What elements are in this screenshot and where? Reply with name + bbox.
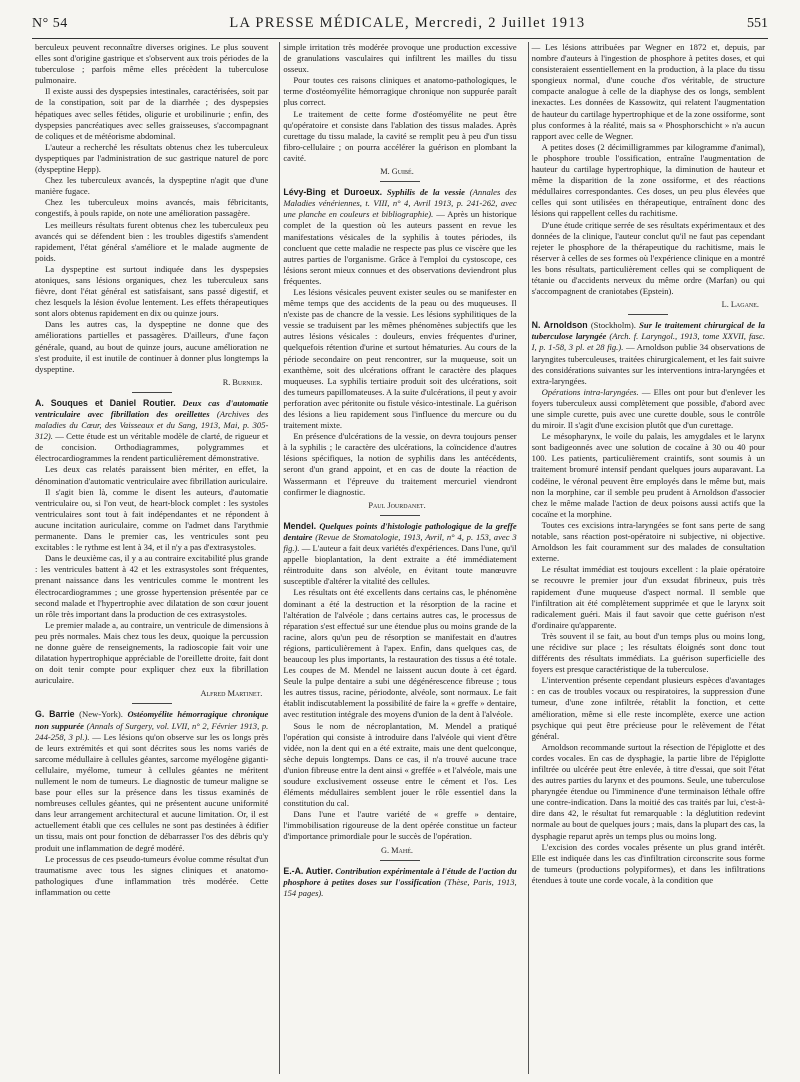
review-title: Quelques points d'histologie pathologique de la greffe dentaire	[283, 520, 517, 542]
paragraph	[532, 387, 765, 431]
review-separator	[628, 314, 668, 315]
review-authors: A. Souques et Daniel Routier.	[35, 397, 176, 408]
review-text: — Après un historique complet de la question où les auteurs passent en revue les manifestations vésicales de la syphilis à toutes périodes, ils concluent que cette maladie ne respecte pas plus ce viscère que les autres parties de l'organisme. Grâce à l'emploi du cystoscope, ces lésions seront mieux connues et des observations deviendront plus fréquentes.	[283, 209, 517, 286]
author-signature: M. Guibé.	[380, 167, 414, 177]
review-title: Contribution expérimentale à l'étude de l'action du phosphore à petites doses sur l'ossification	[283, 865, 517, 887]
review-separator	[132, 703, 172, 704]
paragraph: En présence d'ulcérations de la vessie, on devra toujours penser à la syphilis ; le caractère des ulcérations, la coïncidence d'autres lésions spécifiques, la notion de syphilis dans les antécédents, seront d'un grand appoint, et en cas de doute la réaction de Wassermann et l'épreuve du traitement mercuriel viendront confirmer le diagnostic.	[283, 431, 517, 497]
paragraph: Le résultat immédiat est toujours excellent : la plaie opératoire se recouvre le premier jour d'un exsudat fibrineux, puis très rapidement d'une muqueuse d'aspect normal. Il semble que l'infiltration ait été complètement supprimée et que le larynx soit radicalement guéri. Mais il faut savoir que cette guérison n'est d'ordinaire qu'apparente.	[531, 564, 765, 630]
review-citation: (Annals of Surgery, vol. LVII, n° 2, Février 1913, p. 244-258, 3 pl.).	[35, 720, 269, 742]
author-signature: G. Mahé.	[381, 845, 413, 855]
paragraph: La dyspeptine est surtout indiquée dans les dyspepsies atoniques, sans lésions organiques, chez les tuberculeux sans fièvre, dont l'état général est satisfaisant, sans passé digestif, et chez lesquels la lésion évolue lentement. Les effets thérapeutiques sont alors obtenus rapidement en dix ou quinze jours.	[35, 263, 269, 319]
paragraph: Sous le nom de nécroplantation, M. Mendel a pratiqué l'opération qui consiste à introduire dans l'alvéole qui vient d'être vidée, non la dent qui en a été extraite, mais une dent quelconque, sèche depuis longtemps. Dans ce cas, il n'a trouvé aucune trace d'union fibreuse entre la dent ainsi « greffée » et l'alvéole, mais une soudure exclusivement osseuse entre le cément et l'os. Les éléments médullaires semblent jouer le rôle essentiel dans la constitution du cal.	[283, 720, 517, 809]
paragraph: simple irritation très modérée provoque une production excessive de granulations vasculaires qui infiltrent les mailles du tissu osseux.	[283, 42, 517, 75]
paragraph: L'excision des cordes vocales présente un plus grand intérêt. Elle est indiquée dans les cas d'infiltration circonscrite sous forme de tumeurs (productions polypiformes), et dans les infiltrations étendues à toute une corde vocale, à la condition que	[531, 841, 765, 885]
paragraph: Dans le deuxième cas, il y a au contraire excitabilité plus grande : les ventricules battent à 42 et les extrasystoles sont fréquentes, prenant naissance dans les ventricules comme le montrent les électrocardiogrammes ; une grosse hypertension présentée par ce second malade et l'hypertrophie avec dilatation de son cœur jouent un rôle très important dans la production de ces extrasystoles.	[35, 553, 269, 619]
paragraph: Le mésopharynx, le voile du palais, les amygdales et le larynx sont badigeonnés avec une solution de cocaïne à 30 ou 40 pour 100. Les patients, particulièrement craintifs, sont soumis à un traitement bromuré intensif pendant quelques jours auparavant. La codéine, le véronal peuvent être employés dans le même but, mais non la morphine, car il semble peu prudent à Arnoldson d'associer chez le même malade l'action de deux poisons aussi actifs que la cocaïne et la morphine.	[531, 431, 765, 519]
header-rule	[32, 38, 768, 39]
paragraph: Les meilleurs résultats furent obtenus chez les tuberculeux peu avancés qui se défendent bien : les troubles digestifs s'amendent rapidement, l'état général s'améliore et le malade augmente de poids.	[35, 219, 269, 263]
review-title: Ostéomyélite hémorragique chronique non suppurée	[35, 709, 269, 731]
paragraph: L'auteur a recherché les résultats obtenus chez les tuberculeux dyspeptiques par l'administration de suc gastrique naturel de porc (dyspeptine Hepp).	[35, 141, 269, 175]
paragraph: berculeux peuvent reconnaître diverses origines. Le plus souvent elles sont d'origine gastrique et s'observent aux trois périodes de la tuberculose ; parfois même elles précèdent la tuberculose pulmonaire.	[35, 42, 269, 86]
column-3	[528, 42, 768, 1074]
review-entry	[283, 187, 516, 287]
review-separator	[132, 392, 172, 393]
journal-title: LA PRESSE MÉDICALE, Mercredi, 2 Juillet 1913	[229, 15, 586, 31]
page-number: 551	[746, 16, 768, 31]
paragraph: Arnoldson recommande surtout la résection de l'épiglotte et des cordes vocales. En cas de dysphagie, la partie libre de l'épiglotte infiltrée ou ulcérée peut être enlevée, à titre d'essai, que soit l'état des autres parties du larynx et des poumons. Seule, une tuberculose pharyngée étendue ou l'imminence d'une terminaison léthale offre une contre-indication. Dans la moitié des cas traités par lui, c'est-à-dire dans 42, le résultat fut remarquable : la déglutition redevint normale au bout de quelques jours ; mais, dans la plupart des cas, la dysphagie reparut après un temps plus ou moins long.	[531, 741, 765, 841]
issue-number: N° 54	[32, 16, 68, 31]
review-separator	[380, 860, 420, 861]
review-authors: E.-A. Autier.	[283, 865, 333, 876]
text-columns	[32, 42, 768, 1074]
paragraph: Le traitement de cette forme d'ostéomyélite ne peut être qu'opératoire et consiste dans l'ablation des tissus malades. Après curettage du tissu malade, la cavité se remplit peu à peu d'un tissu fibro-cellulaire ; on pourra accélérer la guérison en plombant la cavité.	[283, 108, 517, 163]
review-entry	[35, 709, 268, 853]
review-citation: (Archives des maladies du Cœur, des Vaisseaux et du Sang, 1913, Mai, p. 305-312).	[35, 409, 269, 442]
review-title: Sur le traitement chirurgical de la tuberculose laryngée	[531, 320, 765, 342]
author-signature: Alfred Martinet.	[200, 689, 263, 699]
review-entry	[532, 320, 765, 387]
review-authors: N. Arnoldson	[531, 320, 588, 331]
paragraph: — Les lésions attribuées par Wegner en 1872 et, depuis, par nombre d'auteurs à l'ingestion de phosphore à petites doses, et qui consisteraient essentiellement en la production, à la place du tissu spongieux normal, d'une couche d'os véritable, de structure compacte analogue à celle de la diaphyse des os longs, semblent inexactes. Les données de Kassowitz, qui relatent l'augmentation de hauteur du cartilage hypertrophique et de la zone ossiforme, sont plus conformes à la réalité, mais sa « Phosphorschicht » n'a aucun rapport avec celle de Wegner.	[531, 42, 765, 141]
review-place: (Stockholm).	[590, 320, 636, 331]
paragraph: Pour toutes ces raisons cliniques et anatomo-pathologiques, le terme d'ostéomyélite hémorragique chronique non suppurée paraît plus correct.	[283, 75, 517, 108]
paragraph: Les lésions vésicales peuvent exister seules ou se manifester en même temps que des accidents de la peau ou des muqueuses. Il n'existe pas de chancre de la vessie. Les lésions syphilitiques de la vessie se traduisent par les mêmes phénomènes subjectifs que les autres lésions vésicales : douleurs, envies fréquentes d'uriner, quelquefois rétention d'urine et surtout hématuries. Au cours de la période secondaire on peut rencontrer, sur la muqueuse, soit un exanthème, soit des ulcérations offrant le caractère des plaques muqueuses. La syphilis tertiaire produit soit des ulcérations, soit des tumeurs papillomateuses. A la suite d'ulcérations, il peut y avoir perforation avec péritonite ou fistule vésico-intestinale. La guérison des lésions a lieu rapidement sous l'influence du mercure ou du traitement mixte.	[283, 286, 517, 431]
author-signature: Paul Jourdanet.	[368, 500, 426, 510]
review-separator	[380, 181, 420, 182]
paragraph: Le processus de ces pseudo-tumeurs évolue comme résultat d'un traumatisme avec tous les signes cliniques et anatomo-pathologiques d'une inflammation très modérée. Cette inflammation ou cette	[35, 853, 269, 897]
review-title: Syphilis de la vessie	[386, 187, 465, 198]
review-text: — Les lésions qu'on observe sur les os longs près de leurs extrémités et qui sont décrites sous les noms variés de sarcome médullaire à cellules géantes, sarcome myélogène giganti-cellulaire, myélome, tumeur à cellules géantes ne méritent nullement le nom de tumeurs. Le diagnostic de tumeur maligne se base pour elles sur la présence dans les tissus examinés de nombreuses cellules géantes, qui ne présentent aucune uniformité dans leur arrangement architectural et aucune limitation. Or, il est actuellement établi que ces cellules ne sont pas destinées à édifier un tissu, mais ont pour fonction de débarrasser l'os des débris qu'y produit une inflammation de degré modéré.	[35, 731, 269, 853]
paragraph: Chez les tuberculeux avancés, la dyspeptine n'agit que d'une manière fugace.	[35, 175, 269, 197]
review-citation: (Revue de Stomatologie, 1913, Avril, n° 4, p. 153, avec 3 fig.).	[283, 531, 517, 554]
review-separator	[380, 515, 420, 516]
review-citation: (Thèse, Paris, 1913, 154 pages).	[283, 876, 517, 898]
paragraph: D'une étude critique serrée de ses résultats expérimentaux et des données de la clinique, l'auteur conclut qu'il ne faut pas cependant rejeter le phosphore de la thérapeutique du rachitisme, mais le réserver à celles de ses formes où l'expérience clinique en a montré les bons résultats, particulièrement celles qui se compliquent de tétanie ou d'accidents nerveux du même ordre (Marfan) ou qui s'accompagnent de craniotabes (Epstein).	[531, 219, 765, 297]
paragraph: Le premier malade a, au contraire, un ventricule de dimensions à peu près normales. Mais chez tous les deux, quoique la percussion ne donne guère de renseignements, la radioscopie fait voir une dilatation hypertrophique appréciable de l'oreillette droite, fait dont on doit tenir compte pour expliquer chez eux la fibrillation auriculaire.	[35, 619, 269, 686]
review-entry	[35, 398, 268, 465]
paragraph: Il existe aussi des dyspepsies intestinales, caractérisées, soit par de la constipation, soit par de la diarrhée ; des dyspepsies hépatiques avec selles fétides, oligurie et urobilinurie ; enfin, des dyspepsies pancréatiques avec selles graisseuses, s'accompagnant de coliques et de météorisme abdominal.	[35, 86, 269, 141]
paragraph: Dans l'une et l'autre variété de « greffe » dentaire, l'immobilisation rigoureuse de la dent opérée constitue un facteur d'importance primordiale pour le succès de l'opération.	[283, 809, 517, 842]
review-authors: Mendel.	[283, 520, 317, 531]
review-text: — Cette étude est un véritable modèle de clarté, de rigueur et de concision. Orthodiagrammes, polygrammes et électrocardiogrammes la rendent particulièrement démonstrative.	[35, 431, 269, 464]
review-citation: (Arch. f. Laryngol., 1913, tome XXVII, fasc. I, p. 1-58, 3 pl. et 28 fig.).	[531, 331, 765, 353]
review-citation: (Annales des Maladies vénériennes, t. VIII, n° 4, Avril 1913, p. 241-262, avec une planche en couleurs et bibliographie).	[283, 187, 517, 220]
review-text: — Elles ont pour but d'enlever les foyers tuberculeux aussi complètement que possible, d'abord avec une simple curette, puis avec une curette double, sous le contrôle du miroir. Il s'agit d'une excision plutôt que d'un curettage.	[531, 386, 765, 431]
paragraph: Dans les autres cas, la dyspeptine ne donne que des améliorations partielles et passagères. D'ailleurs, d'une façon générale, quand, au bout de quinze jours, aucune amélioration ne s'est produite, il est inutile de continuer à donner plus longtemps la dyspeptine.	[35, 319, 269, 374]
review-place: (New-York).	[79, 709, 123, 720]
section-subheading: Opérations intra-laryngées.	[541, 386, 639, 397]
author-signature: R. Burnier.	[222, 377, 263, 387]
paragraph: Les résultats ont été excellents dans certains cas, le phénomène dominant a été la destruction et la résorption de la racine et l'altération de l'alvéole ; dans certains autres cas, le processus de réparation s'est effectué sur une étendue plus ou moins grande de la racine, alors qu'un peu de résorption se manifestait en d'autres régions, particulièrement à l'apex. Enfin, dans quelques cas, de beaucoup les plus importants, la restauration des tissus a été totale. Les coupes de M. Mendel ne laissent aucun doute à cet égard. Seule la pulpe dentaire a subi une dégénérescence fibreuse ; tous les autres tissus, racine, périodonte, alvéole, sont normaux. Le fait établit indiscutablement la possibilité de faire la « greffe » dentaire, avec restitution intégrale des moyens d'union de la dent à l'alvéole.	[283, 587, 517, 720]
paragraph: Toutes ces excisions intra-laryngées se font sans perte de sang notable, sans réaction post-opératoire ni subjective, ni objective. Arnoldson les fait couramment sur des malades de consultation externe.	[531, 519, 765, 564]
review-authors: G. Barrie	[35, 709, 75, 720]
paragraph: Très souvent il se fait, au bout d'un temps plus ou moins long, une récidive sur place ; les résultats éloignés sont donc tout différents des résultats immédiats. La guérison superficielle des foyers est presque caractéristique de la tuberculose.	[531, 630, 765, 675]
paragraph: Il s'agit bien là, comme le disent les auteurs, d'automatie ventriculaire ou, si l'on veut, de heart-block complet : les systoles ventriculaires sont tout à fait indépendantes et ne répondent à aucune incitation auriculaire, comme on l'admet dans l'arythmie permanente. Dans le premier cas, les ventricules sont peu excitables : le rythme est lent à 34, et il n'y a pas d'extrasystoles.	[35, 486, 269, 553]
paragraph: Les deux cas relatés paraissent bien mériter, en effet, la dénomination d'automatic ventriculaire avec fibrillation auriculaire.	[35, 464, 269, 486]
author-signature: L. Lagane.	[721, 300, 759, 310]
review-authors: Lévy-Bing et Duroeux.	[283, 187, 383, 198]
paragraph: L'intervention présente cependant plusieurs espèces d'avantages : en cas de troubles vocaux ou respiratoires, la suppression d'une tumeur, d'une zone infiltrée, rétablit la fonction, et cette amélioration, même si elle reste incomplète, exerce une action psychique qui peut être précieuse pour le relèvement de l'état général.	[531, 675, 765, 741]
column-1	[32, 42, 271, 1074]
paragraph: A petites doses (2 décimilligrammes par kilogramme d'animal), le phosphore trouble l'ossification, entraîne l'augmentation de hauteur du cartilage hypertrophique, la diminution de hauteur et même la disparition de la zone ossiforme, et des réactions médullaires correspondantes. Ces doses, un peu plus élevées que celles qui sont utilisées en thérapeutique, entraînent donc des lésions qui rappellent celles du rachitisme.	[531, 141, 765, 219]
review-text: — L'auteur a fait deux variétés d'expériences. Dans l'une, qu'il appelle bioplantation, la dent extraite a été immédiatement réintroduite dans son alvéole, en évitant toute manœuvre susceptible d'altérer la vitalité des cellules.	[283, 543, 517, 587]
review-text: — Arnoldson publie 34 observations de laryngites tuberculeuses, traitées chirurgicalement, et les fait suivre des considérations suivantes sur les interventions intra-laryngées et extra-laryngées.	[531, 342, 765, 386]
review-entry	[283, 866, 516, 899]
paragraph: Chez les tuberculeux moins avancés, mais fébricitants, congestifs, à pouls rapide, on note une amélioration passagère.	[35, 197, 269, 219]
page-header	[32, 15, 768, 37]
column-2	[279, 42, 519, 1074]
review-title: Deux cas d'automatie ventriculaire avec fibrillation des oreillettes	[35, 397, 269, 419]
review-entry	[283, 521, 516, 588]
